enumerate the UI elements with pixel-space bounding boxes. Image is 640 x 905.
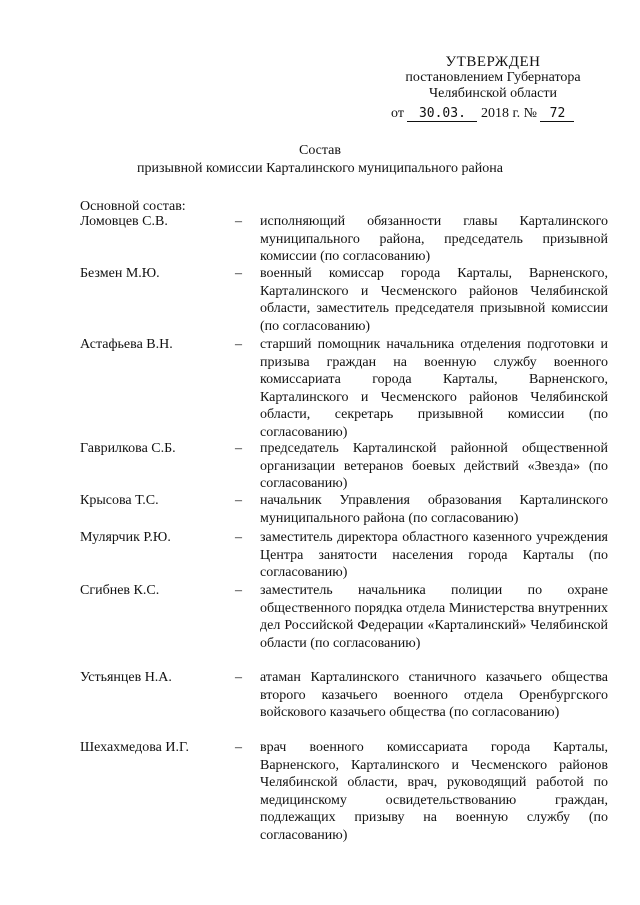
approval-title: УТВЕРЖДЕН <box>445 54 541 70</box>
member-name: Крысова Т.С. <box>80 493 159 508</box>
member-description: председатель Карталинской районной общественной организации ветеранов боевых действий «Звезда» (по согласованию) <box>260 441 608 491</box>
member-name: Сгибнев К.С. <box>80 583 160 598</box>
dash: – <box>235 493 242 508</box>
document-title: Состав <box>298 143 341 158</box>
dash: – <box>235 740 242 755</box>
document-number: 72 <box>540 106 574 122</box>
dash: – <box>235 530 242 545</box>
member-name: Устьянцев Н.А. <box>80 670 172 685</box>
date-value: 30.03. <box>407 106 477 122</box>
date-prefix: от <box>391 106 404 121</box>
member-description: атаман Карталинского станичного казачьего общества второго казачьего военного отдела Оренбургского войскового казачьего общества (по согласованию) <box>260 670 608 720</box>
dash: – <box>235 670 242 685</box>
member-description: врач военного комиссариата города Карталы, Варненского, Карталинского и Чесменского районов Челябинской области, врач, руководящий работой по медицинскому освидетельствованию граждан, подлежащих призыву на военную службу (по согласованию) <box>260 740 608 843</box>
member-description: старший помощник начальника отделения подготовки и призыва граждан на военную службу военного комиссариата города Карталы, Варненского, Карталинского и Чесменского районов Челябинской области, секретарь призывной комиссии (по согласованию) <box>260 337 608 440</box>
member-name: Астафьева В.Н. <box>80 337 173 352</box>
approval-line-1: постановлением Губернатора <box>405 70 581 85</box>
member-name: Безмен М.Ю. <box>80 266 160 281</box>
member-name: Ломовцев С.В. <box>80 214 168 229</box>
dash: – <box>235 583 242 598</box>
member-description: военный комиссар города Карталы, Варненского, Карталинского и Чесменского районов Челябинской области, заместитель председателя призывной комиссии (по согласованию) <box>260 266 608 334</box>
dash: – <box>235 266 242 281</box>
member-description: начальник Управления образования Карталинского муниципального района (по согласованию) <box>260 493 608 526</box>
member-name: Мулярчик Р.Ю. <box>80 530 171 545</box>
member-description: исполняющий обязанности главы Карталинского муниципального района, председатель призывной комиссии (по согласованию) <box>260 214 608 264</box>
member-description: заместитель начальника полиции по охране общественного порядка отдела Министерства внутренних дел Российской Федерации «Карталинский» Челябинской области (по согласованию) <box>260 583 608 651</box>
approval-date-line <box>391 106 574 122</box>
dash: – <box>235 441 242 456</box>
date-year: 2018 г. № <box>480 106 537 121</box>
member-name: Гаврилкова С.Б. <box>80 441 176 456</box>
section-label: Основной состав: <box>80 199 186 214</box>
member-description: заместитель директора областного казенного учреждения Центра занятости населения города Карталы (по согласованию) <box>260 530 608 580</box>
member-name: Шехахмедова И.Г. <box>80 740 189 755</box>
approval-line-2: Челябинской области <box>429 86 557 101</box>
dash: – <box>235 337 242 352</box>
document-subtitle: призывной комиссии Карталинского муниципального района <box>137 161 503 176</box>
approval-block <box>386 54 600 102</box>
dash: – <box>235 214 242 229</box>
